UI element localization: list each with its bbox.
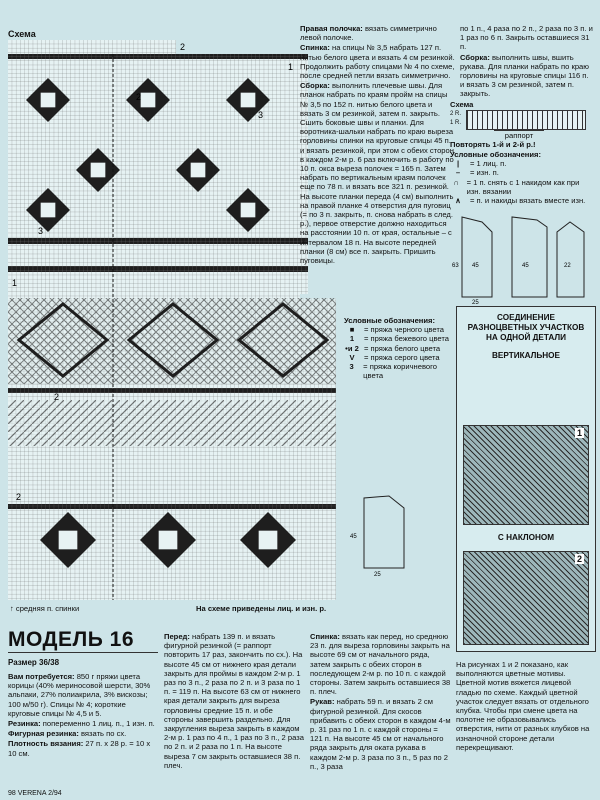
pattern-pieces xyxy=(452,212,592,306)
dim-label: 63 xyxy=(452,263,459,269)
chart-motif-center xyxy=(141,93,156,108)
figure-1 xyxy=(463,425,589,525)
paragraph-heading: Сборка: xyxy=(460,52,490,62)
chart-motif-center xyxy=(241,203,256,218)
row-label: 2 R. xyxy=(450,111,462,118)
legend-symbol: – xyxy=(455,168,461,178)
legend-title: Условные обозначения: xyxy=(344,316,436,325)
sleeve-schematic xyxy=(344,488,434,578)
text-column-right xyxy=(310,632,452,772)
dim-label: 22 xyxy=(564,263,571,269)
paragraph xyxy=(8,739,156,757)
paragraph xyxy=(300,43,456,80)
paragraph-text: на спицы № 3,5 набрать 127 п. нитью белого цвета и вязать 4 см резинкой. Продолжить работу спицами № 4 по схеме, после средней петли вязать симметрично. xyxy=(300,43,455,81)
legend-symbol: •и 2 xyxy=(345,343,359,353)
paragraph xyxy=(310,632,452,696)
paragraph-heading: Вам потребуется: xyxy=(8,672,75,681)
legend-symbol: ∧ xyxy=(455,196,461,206)
legend-item xyxy=(450,159,592,168)
paragraph-heading: Рукав: xyxy=(310,697,335,707)
chart-motif-center xyxy=(159,531,178,550)
knitting-chart xyxy=(8,40,336,600)
legend-symbol: ■ xyxy=(349,325,355,335)
paragraph xyxy=(460,24,594,52)
model-title: МОДЕЛЬ 16 xyxy=(8,628,135,651)
footer: 98 VERENA 2/94 xyxy=(8,790,62,797)
figure-number: 2 xyxy=(576,554,582,564)
box-title: СОЕДИНЕНИЕ РАЗНОЦВЕТНЫХ УЧАСТКОВ НА ОДНОЙ ДЕТАЛИ xyxy=(467,313,585,342)
paragraph xyxy=(300,81,456,265)
text-column-top-right xyxy=(460,24,594,100)
legend-text: = 1 п. снять с 1 накидом как при изн. вязании xyxy=(466,177,580,196)
dim-label: 25 xyxy=(374,572,381,578)
color-join-box xyxy=(456,306,596,652)
paragraph-heading: Правая полочка: xyxy=(300,24,363,33)
dim-label: 45 xyxy=(522,263,529,269)
chart-label: 3 xyxy=(38,226,44,236)
legend-text: = пряжа коричневого цвета xyxy=(363,362,437,381)
paragraph-heading: Спинка: xyxy=(300,43,330,53)
small-schema xyxy=(450,100,590,150)
size-text: Размер 36/38 xyxy=(8,658,60,667)
chart-label: 2 xyxy=(16,492,22,502)
figure-number: 1 xyxy=(576,428,582,438)
legend-items xyxy=(344,325,454,380)
legend-symbol: 1 xyxy=(349,334,355,344)
box-vertical: ВЕРТИКАЛЬНОЕ xyxy=(492,351,560,360)
legend-text: = изн. п. xyxy=(470,168,499,178)
legend-item xyxy=(450,168,592,177)
paragraph-text: по 1 п., 4 раза по 2 п., 2 раза по 3 п. и 1 раз по 6 п. Закрыть оставшиеся 31 п. xyxy=(460,24,593,52)
paragraph xyxy=(300,24,456,42)
paragraph xyxy=(8,672,156,718)
paragraph-heading: Сборка: xyxy=(300,81,330,91)
legend-text: = пряжа серого цвета xyxy=(364,352,440,362)
text-column-top-mid xyxy=(300,24,456,266)
paragraph-heading: Перед: xyxy=(164,632,190,641)
paragraph-text: выполнить плечевые швы. Для планок набрать по краям пройм на спицы № 3,5 по 152 п. нитью белого цвета и вязать 3 см резинкой, затем п. закрыть. Сшить боковые швы и планки. Для воротника-шальки набрать по краю выреза горловины спинки на круговые спицы 45 п. и вязать резинкой, при этом с обеих сторон в каждом 2-м р. 6 раз включить в работу по 10 п. окса выреза полочек = 165 п. Затем набрать по вертикальным краям полочек еще по 78 п. и вязать все 321 п. резинкой. На высоте планки переда (4 см) выполнить на правой планке 4 отверстия для пуговиц (= по 3 п. закрыть, п. снова набрать в след. р.), первое отверстие должно находиться на расстоянии 10 п. от края, остальные – с интервалом 18 п. На высоте передней планки (8 см) все п. закрыть. Пришить пуговицы. xyxy=(300,81,454,266)
paragraph-text: 27 п. x 28 р. = 10 x 10 см. xyxy=(8,739,151,758)
chart-label: 1 xyxy=(288,62,294,72)
legend-item xyxy=(344,325,454,334)
box-bottom-text: На рисунках 1 и 2 показано, как выполняются цветные мотивы. Цветной мотив вяжется лицевой гладью по схеме. Каждый цветной участок следует вязать от отдельного клубка. Чтобы при смене цвета на полотне не образовывались отверстия, нити от разных клубков на изнаночной стороне детали перекрещивают. xyxy=(456,660,590,752)
legend-2 xyxy=(450,150,592,205)
legend-symbol: 3 xyxy=(349,362,354,372)
legend-symbol: ∩ xyxy=(453,177,460,187)
legend-item xyxy=(450,178,592,196)
legend xyxy=(344,316,454,380)
legend-text: = п. и накиды вязать вместе изн. xyxy=(470,196,586,206)
paragraph xyxy=(8,719,156,728)
rapport-label: раппорт xyxy=(494,130,544,140)
chart-label: 2 xyxy=(180,42,186,52)
chart-motif-center xyxy=(241,93,256,108)
legend-item xyxy=(344,353,454,362)
paragraph-text: набрать 139 п. и вязать фигурной резинкой (= раппорт повторить 17 раз, закончить по сх.). На высоте 45 см от нижнего края детали закрыть для проймы в каждом 2-м р. 1 раз по 3 п., 2 раза по 2 п. и 3 раза по 1 п. = 119 п. На высоте 63 см от нижнего края детали закрыть для выреза горловины средние 15 п. и обе стороны завершить раздельно. Для закругления выреза закрыть в каждом 2-м р. 1 раз по 4 п., 1 раз по 3 п., 2 раза по 2 п. и 2 раза по 1 п. На высоте выреза 7 см закрыть оставшиеся 38 п. плеч. xyxy=(164,632,304,770)
paragraph-heading: Плотность вязания: xyxy=(8,739,84,749)
repeat-text: Повторять 1-й и 2-й р.! xyxy=(450,140,536,150)
paragraph-text: выполнить швы, вшить рукава. Для планки набрать по краю горловины на круговые спицы 116 п. и вязать 3 см резинкой, затем п. закрыть. xyxy=(460,52,589,99)
paragraph-text: вязать по сх. xyxy=(78,729,127,739)
text-column-mid xyxy=(164,632,304,771)
paragraph xyxy=(8,729,156,738)
chart-motif-center xyxy=(41,203,56,218)
box-incline: С НАКЛОНОМ xyxy=(497,533,555,542)
row-label: 1 R. xyxy=(450,120,462,127)
legend2-title: Условные обозначения: xyxy=(450,150,542,159)
paragraph-heading: Резинка: xyxy=(8,719,41,729)
chart-label: 1 xyxy=(12,278,18,288)
paragraph-text: 850 г пряжи цвета корицы (40% мериносовой шерсти, 30% альпаки, 27% полиакрила, 3% вискозы; 100 м/50 г). Спицы № 4; короткие круговые спицы № 4,5 и 5. xyxy=(8,672,151,718)
legend-symbol: V xyxy=(349,352,355,362)
legend-text: = пряжа бежевого цвета xyxy=(364,334,450,344)
chart-label: 2 xyxy=(136,92,142,102)
paragraph-heading: Фигурная резинка: xyxy=(8,729,79,739)
paragraph xyxy=(164,632,304,770)
chart-grid xyxy=(8,40,336,600)
chart-caption-left: ↑ средняя п. спинки xyxy=(10,604,80,613)
paragraph-text: вязать симметрично левой полочке. xyxy=(300,24,437,43)
paragraph-heading: Спинка: xyxy=(310,632,340,641)
paragraph xyxy=(310,697,452,771)
chart-label: 2 xyxy=(54,392,60,402)
chart-caption-right: На схеме приведены лиц. и изн. р. xyxy=(196,604,327,613)
paragraph-text: вязать как перед, но среднюю 23 п. для выреза горловины закрыть на высоте 69 см от начального ряда, затем закрыть с обеих сторон в последующем 2-м р. по 10 п. с каждой стороны. Затем закрыть оставшиеся 38 п. плеч. xyxy=(310,632,451,697)
legend-item xyxy=(344,344,454,353)
chart-motif-center xyxy=(191,163,206,178)
figure-2 xyxy=(463,551,589,645)
small-schema-grid xyxy=(450,110,590,130)
chart-motif-center xyxy=(41,93,56,108)
schema-title: Схема xyxy=(8,29,36,39)
text-column-left xyxy=(8,672,156,759)
chart-motif-center xyxy=(91,163,106,178)
legend-symbol: | xyxy=(456,159,460,169)
small-schema-title: Схема xyxy=(450,100,474,109)
paragraph-text: попеременно 1 лиц. п., 1 изн. п. xyxy=(40,719,155,729)
chart-label: 3 xyxy=(258,110,264,120)
legend-item xyxy=(344,334,454,343)
legend-text: = пряжа черного цвета xyxy=(364,325,444,335)
chart-motif-center xyxy=(59,531,78,550)
legend-item xyxy=(344,362,454,380)
paragraph-text: набрать 59 п. и вязать 2 см фигурной резинкой. Для скосов прибавить с обеих сторон в каждом 4-м р. 31 раз по 1 п. с каждой стороны = 121 п. На высоте 45 см от начального ряда закрыть для оката рукава в каждом 2-м р. 3 раза по 3 п., 5 раз по 2 п., 3 раза xyxy=(310,697,451,771)
chart-motif-center xyxy=(259,531,278,550)
legend-text: = 1 лиц. п. xyxy=(470,159,507,169)
dim-label: 25 xyxy=(472,300,479,306)
dim-label: 45 xyxy=(350,534,357,540)
legend2-items xyxy=(450,159,592,205)
legend-text: = пряжа белого цвета xyxy=(364,343,441,353)
dim-label: 45 xyxy=(472,263,479,269)
paragraph xyxy=(460,53,594,99)
legend-item xyxy=(450,196,592,205)
